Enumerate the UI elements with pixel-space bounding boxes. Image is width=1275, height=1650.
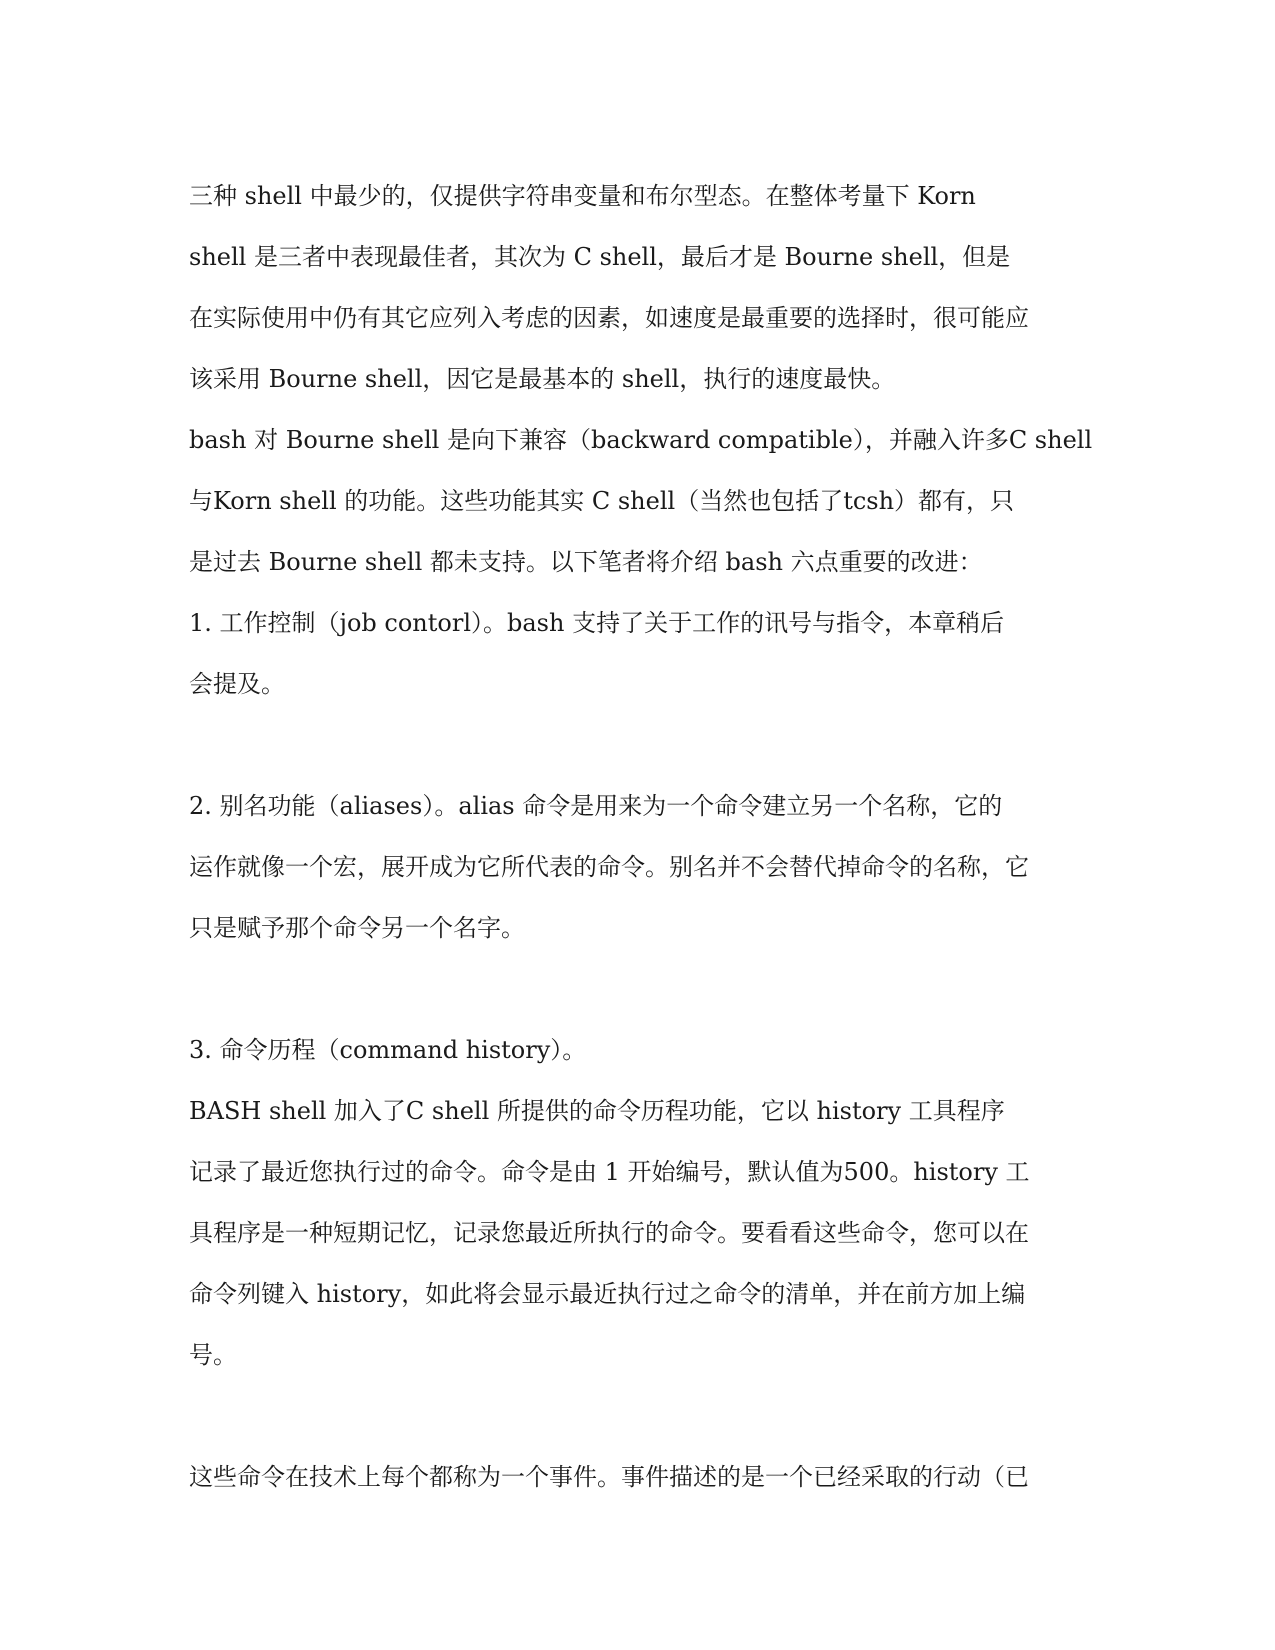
text-line: 该采用 Bourne shell，因它是最基本的 shell，执行的速度最快。 [189,365,896,393]
text-line: shell 是三者中表现最佳者，其次为 C shell，最后才是 Bourne shell，但是 [189,243,1011,271]
body-text [189,166,1093,1508]
text-line: BASH shell 加入了C shell 所提供的命令历程功能，它以 history 工具程序 [189,1097,1005,1125]
paragraph-gap [189,1386,1069,1447]
text-line: 记录了最近您执行过的命令。命令是由 1 开始编号，默认值为500。history 工 [189,1158,1030,1186]
text-line: 会提及。 [189,670,285,698]
text-line: 命令列键入 history，如此将会显示最近执行过之命令的清单，并在前方加上编 [189,1280,1026,1308]
text-line: 三种 shell 中最少的，仅提供字符串变量和布尔型态。在整体考量下 Korn [189,182,976,210]
text-line: bash 对 Bourne shell 是向下兼容（backward compatible），并融入许多C shell [189,426,1093,454]
text-line: 在实际使用中仍有其它应列入考虑的因素，如速度是最重要的选择时，很可能应 [189,304,1029,332]
list-item-aliases: 2. 别名功能（aliases）。alias 命令是用来为一个命令建立另一个名称，它的 [189,792,1003,820]
list-item-job-control: 1. 工作控制（job contorl）。bash 支持了关于工作的讯号与指令，本章稍后 [189,609,1005,637]
text-line: 与Korn shell 的功能。这些功能其实 C shell（当然也包括了tcsh）都有，只 [189,487,1015,515]
text-line: 这些命令在技术上每个都称为一个事件。事件描述的是一个已经采取的行动（已 [189,1463,1029,1491]
paragraph-gap [189,959,1069,1020]
text-line: 号。 [189,1341,237,1369]
text-line: 是过去 Bourne shell 都未支持。以下笔者将介绍 bash 六点重要的改进： [189,548,983,576]
list-item-command-history: 3. 命令历程（command history）。 [189,1036,587,1064]
text-line: 具程序是一种短期记忆，记录您最近所执行的命令。要看看这些命令，您可以在 [189,1219,1029,1247]
text-line: 运作就像一个宏，展开成为它所代表的命令。别名并不会替代掉命令的名称，它 [189,853,1029,881]
paragraph-gap [189,715,1069,776]
text-line: 只是赋予那个命令另一个名字。 [189,914,525,942]
